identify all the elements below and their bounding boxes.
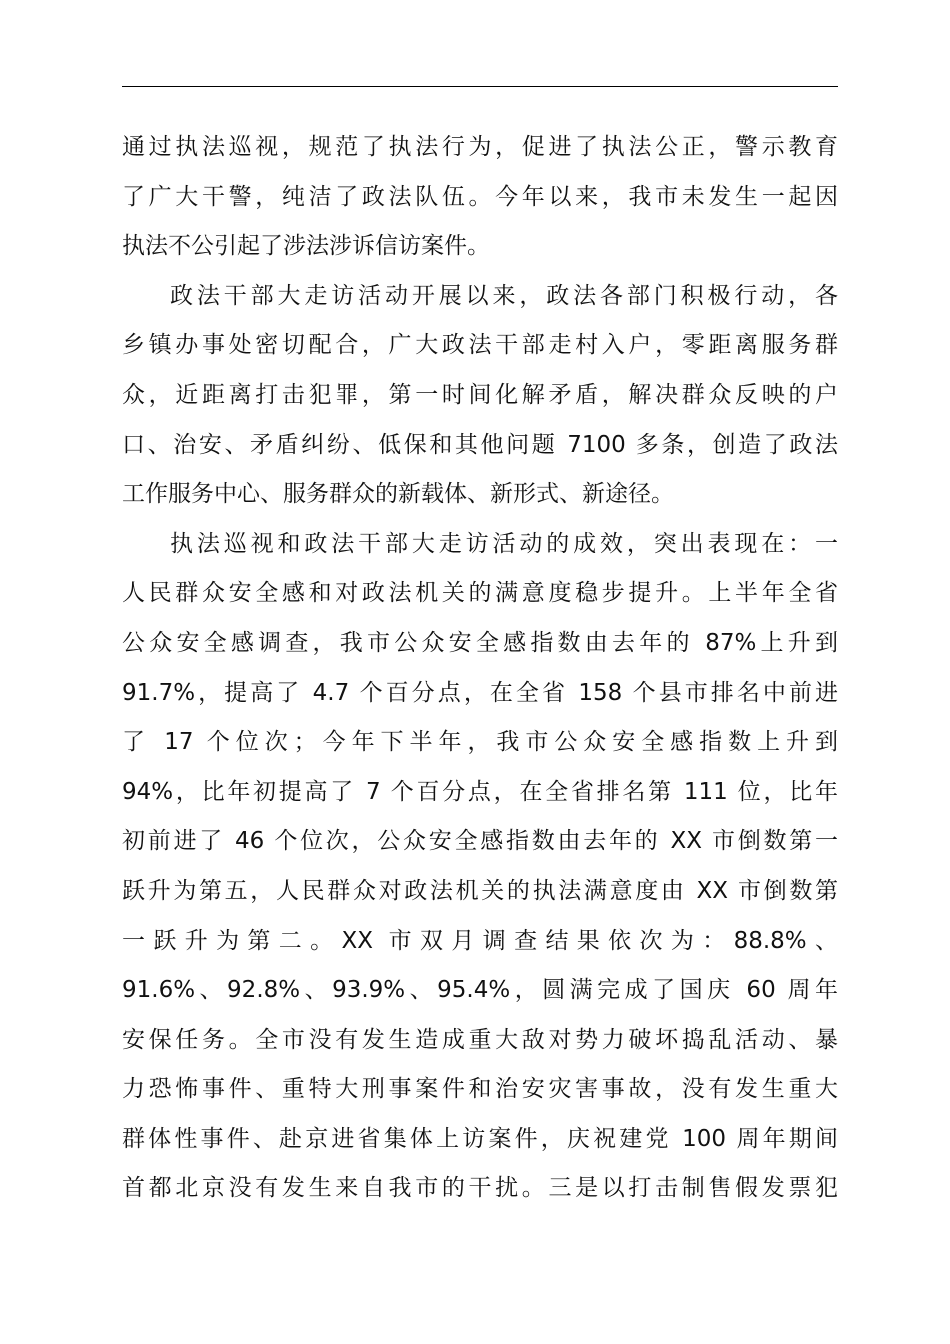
text-line: 执法巡视和政法干部大走访活动的成效，突出表现在：一: [170, 530, 838, 557]
text-line: 口、治安、矛盾纠纷、低保和其他问题 7100 多条，创造了政法: [122, 431, 838, 458]
text-line: 力恐怖事件、重特大刑事案件和治安灾害事故，没有发生重大: [122, 1076, 838, 1103]
text-line: 众，近距离打击犯罪，第一时间化解矛盾，解决群众反映的户: [122, 381, 838, 408]
text-line: 工作服务中心、服务群众的新载体、新形式、新途径。: [122, 481, 674, 508]
text-line: 通过执法巡视，规范了执法行为，促进了执法公正，警示教育: [122, 134, 838, 160]
text-line: 群体性事件、赴京进省集体上访案件，庆祝建党 100 周年期间: [122, 1125, 838, 1152]
text-line: 公众安全感调查，我市公众安全感指数由去年的 87%上升到: [122, 629, 838, 656]
text-line: 政法干部大走访活动开展以来，政法各部门积极行动，各: [170, 282, 838, 309]
document-body: [122, 123, 838, 1214]
text-line: 安保任务。全市没有发生造成重大敌对势力破坏捣乱活动、暴: [122, 1026, 838, 1053]
text-line: 人民群众安全感和对政法机关的满意度稳步提升。上半年全省: [122, 580, 838, 607]
text-line: 初前进了 46 个位次，公众安全感指数由去年的 XX 市倒数第一: [122, 828, 838, 855]
text-line: 一跃升为第二。XX 市双月调查结果依次为：88.8%、: [122, 927, 838, 954]
text-line: 94%，比年初提高了 7 个百分点，在全省排名第 111 位，比年: [122, 778, 838, 805]
text-line: 了 17 个位次；今年下半年，我市公众安全感指数上升到: [122, 729, 838, 756]
header-rule: [122, 86, 838, 87]
text-line: 执法不公引起了涉法涉诉信访案件。: [122, 233, 490, 260]
text-line: 了广大干警，纯洁了政法队伍。今年以来，我市未发生一起因: [122, 183, 838, 210]
text-line: 跃升为第五，人民群众对政法机关的执法满意度由 XX 市倒数第: [122, 877, 838, 904]
text-line: 91.7%，提高了 4.7 个百分点，在全省 158 个县市排名中前进: [122, 679, 838, 706]
text-line: 首都北京没有发生来自我市的干扰。三是以打击制售假发票犯: [122, 1175, 838, 1202]
text-line: 91.6%、92.8%、93.9%、95.4%，圆满完成了国庆 60 周年: [122, 977, 838, 1004]
text-line: 乡镇办事处密切配合，广大政法干部走村入户，零距离服务群: [122, 332, 838, 359]
